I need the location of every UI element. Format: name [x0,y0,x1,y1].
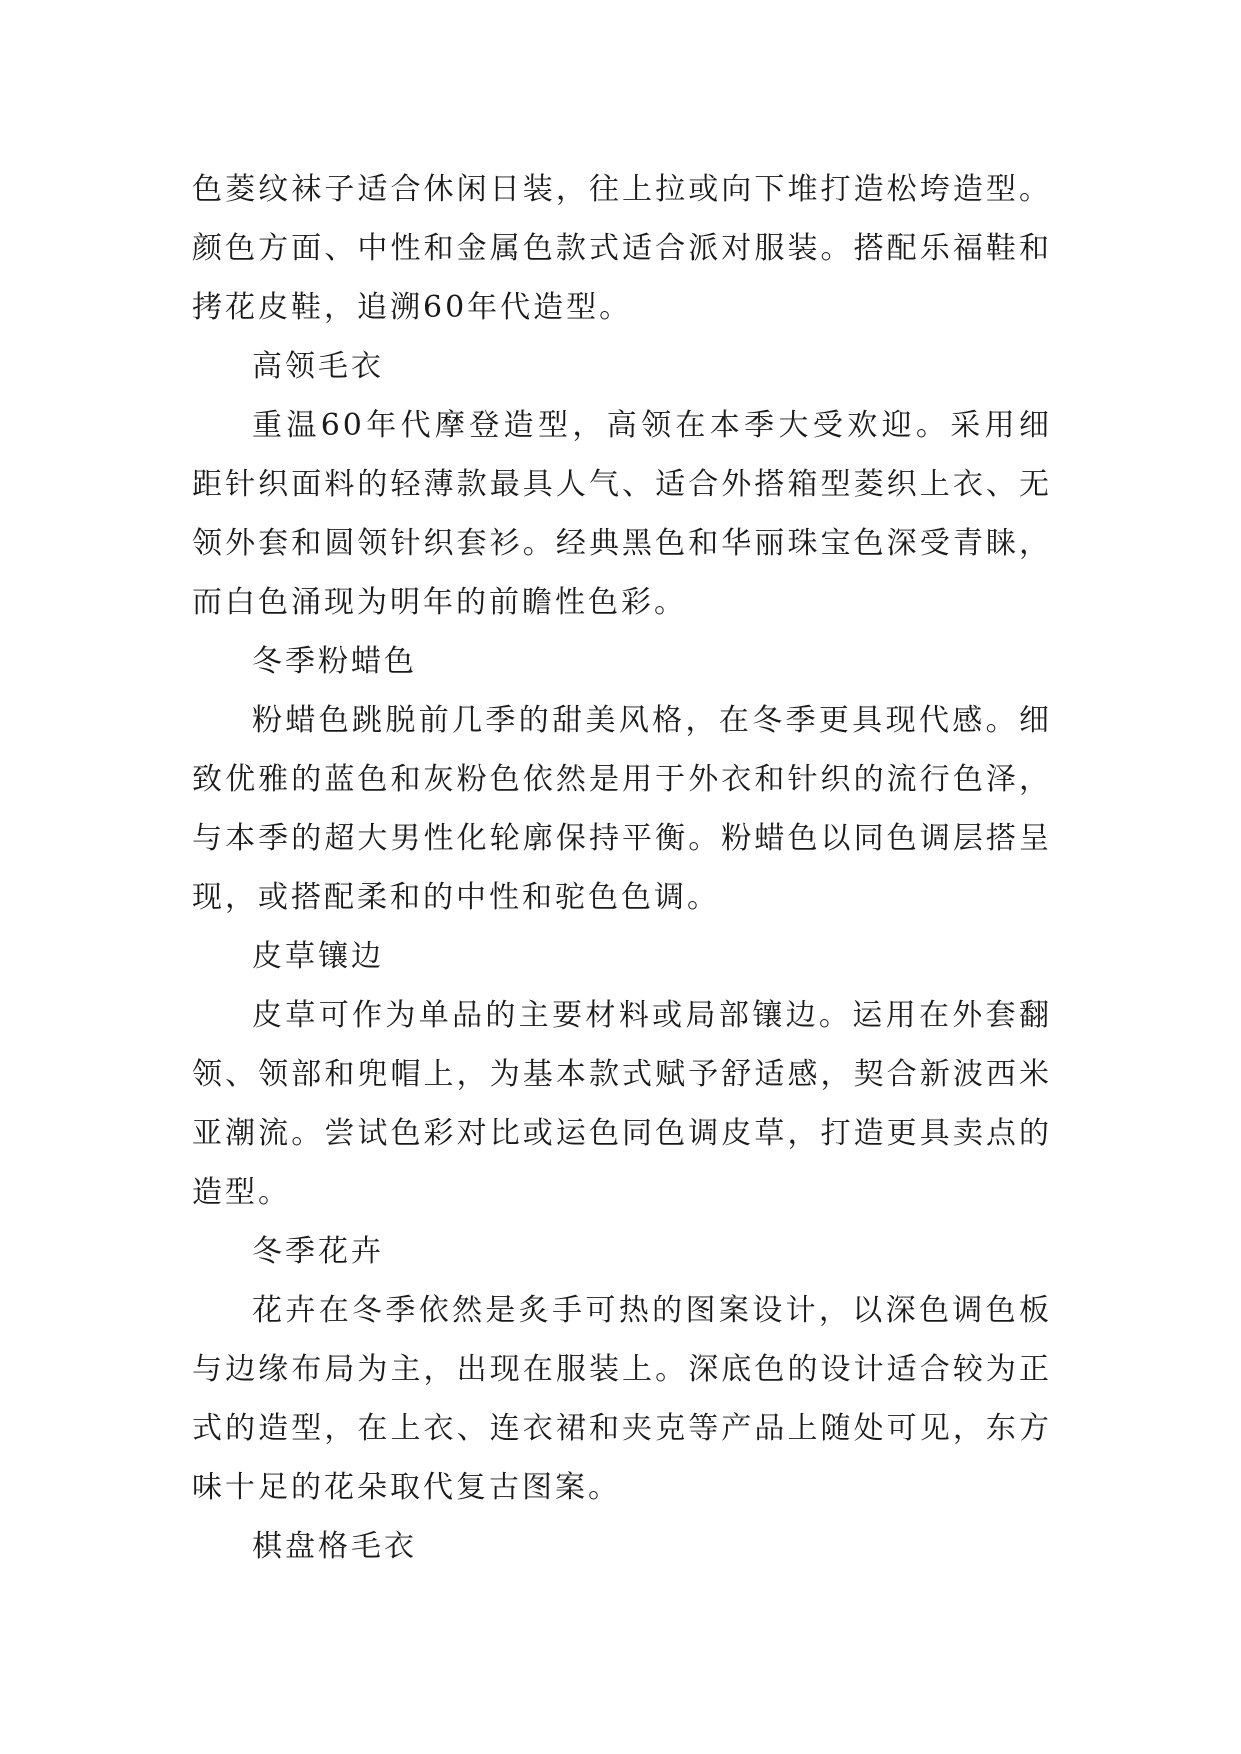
section-heading-checkerboard-sweater: 棋盘格毛衣 [252,1529,417,1564]
paragraph-winter-floral: 花卉在冬季依然是炙手可热的图案设计，以深色调色板与边缘布局为主，出现在服装上。深底色的设计适合较为正式的造型，在上衣、连衣裙和夹克等产品上随处可见，东方味十足的花朵取代复古图案。 [192,1293,1052,1505]
section-heading-winter-floral: 冬季花卉 [252,1234,384,1269]
paragraph-turtleneck: 重温60年代摩登造型，高领在本季大受欢迎。采用细距针织面料的轻薄款最具人气、适合外搭箱型菱织上衣、无领外套和圆领针织套衫。经典黑色和华丽珠宝色深受青睐，而白色涌现为明年的前瞻性色彩。 [192,408,1052,620]
document-body [192,160,1052,1576]
paragraph-fur-trim: 皮草可作为单品的主要材料或局部镶边。运用在外套翻领、领部和兜帽上，为基本款式赋予舒适感，契合新波西米亚潮流。尝试色彩对比或运色同色调皮草，打造更具卖点的造型。 [192,998,1052,1210]
paragraph-winter-pastel: 粉蜡色跳脱前几季的甜美风格，在冬季更具现代感。细致优雅的蓝色和灰粉色依然是用于外衣和针织的流行色泽，与本季的超大男性化轮廓保持平衡。粉蜡色以同色调层搭呈现，或搭配柔和的中性和驼色色调。 [192,703,1052,915]
section-heading-fur-trim: 皮草镶边 [252,939,384,974]
section-heading-turtleneck: 高领毛衣 [252,349,384,384]
paragraph-continued: 色菱纹袜子适合休闲日装，往上拉或向下堆打造松垮造型。颜色方面、中性和金属色款式适合派对服装。搭配乐福鞋和拷花皮鞋，追溯60年代造型。 [192,172,1052,325]
section-heading-winter-pastel: 冬季粉蜡色 [252,644,417,679]
